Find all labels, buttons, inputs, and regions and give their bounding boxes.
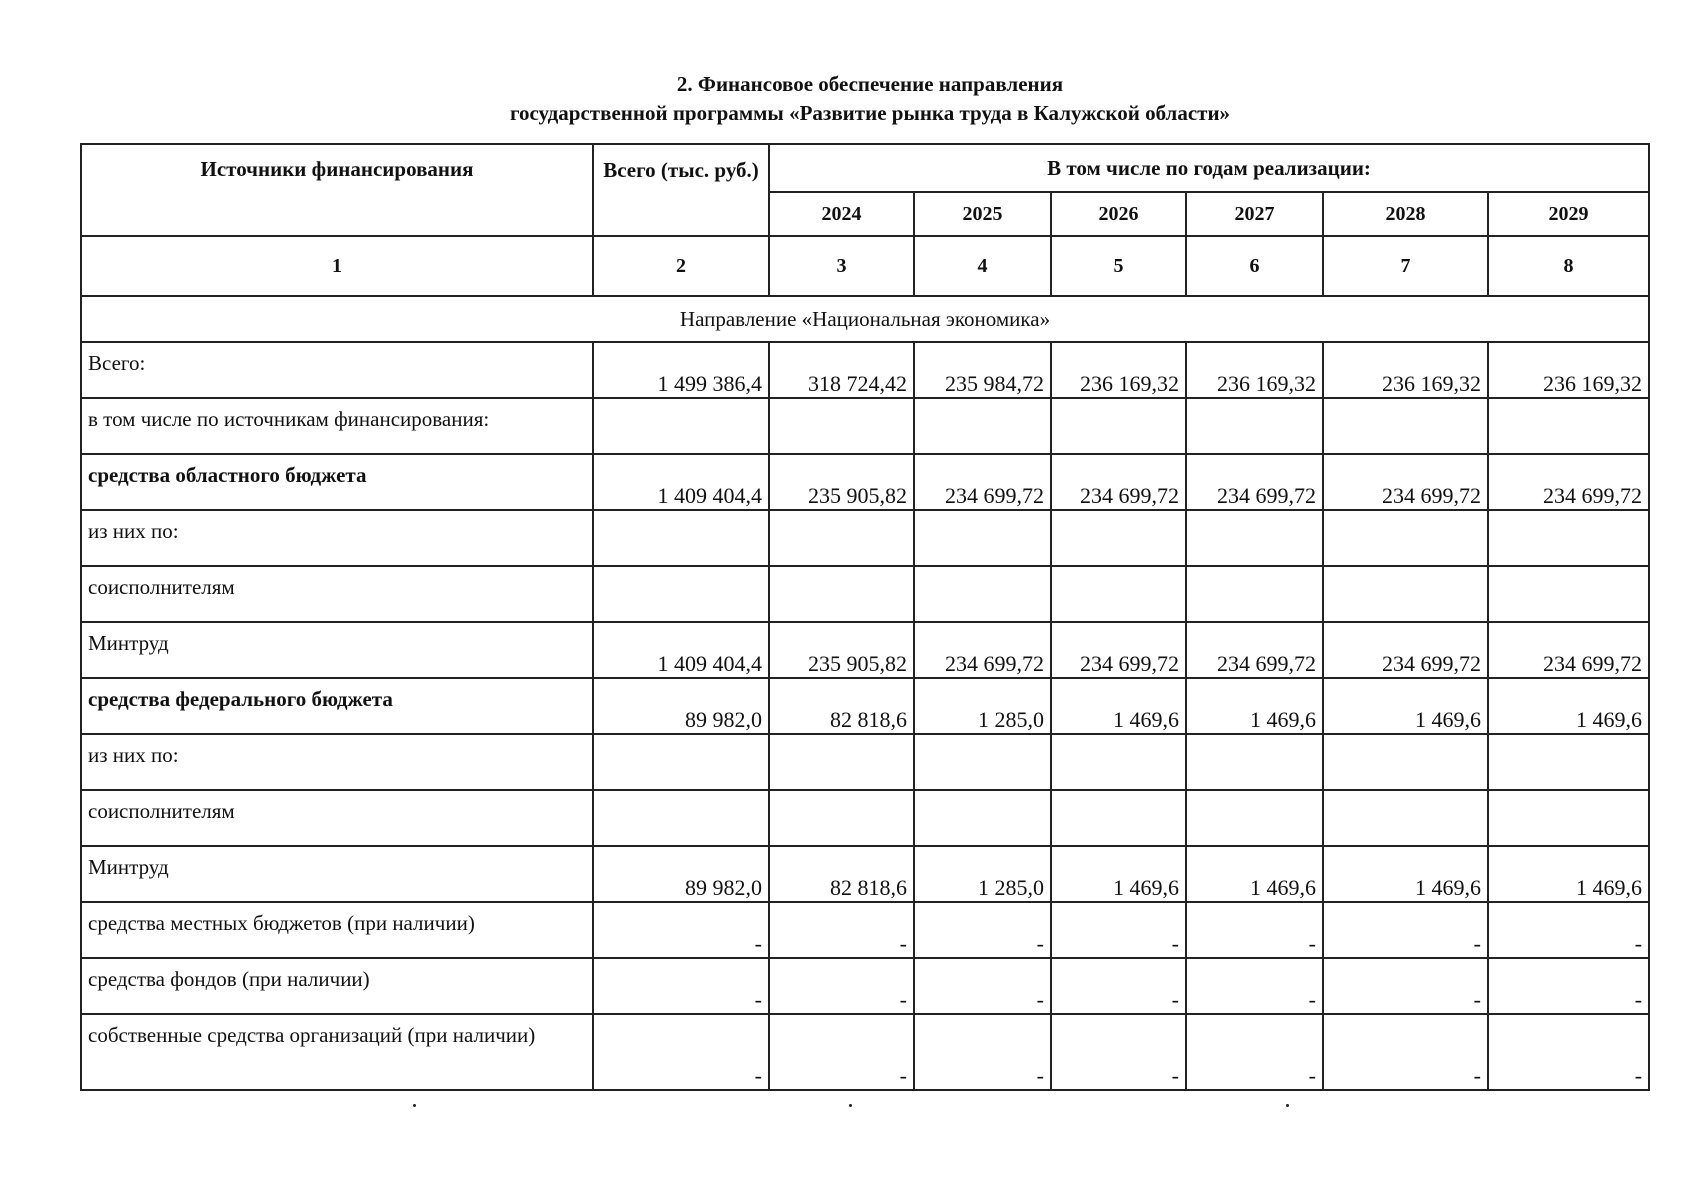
row-value: 1 469,6: [1186, 846, 1323, 902]
header-year: 2029: [1488, 192, 1649, 236]
row-value: [914, 510, 1051, 566]
row-label: соисполнителям: [81, 566, 593, 622]
row-value: -: [914, 902, 1051, 958]
row-value: [1051, 510, 1186, 566]
row-value: 234 699,72: [1051, 454, 1186, 510]
row-value: [1051, 734, 1186, 790]
row-value: [769, 398, 914, 454]
row-value: -: [593, 1014, 769, 1090]
row-label: соисполнителям: [81, 790, 593, 846]
row-value: [1488, 790, 1649, 846]
row-value: -: [1186, 1014, 1323, 1090]
section-row: [81, 296, 1649, 342]
column-number: 4: [914, 236, 1051, 296]
row-value: [769, 790, 914, 846]
row-value: 1 409 404,4: [593, 454, 769, 510]
title-line-2: государственной программы «Развитие рынка труда в Калужской области»: [509, 101, 1231, 125]
row-value: [769, 510, 914, 566]
row-value: -: [1051, 958, 1186, 1014]
row-value: 82 818,6: [769, 678, 914, 734]
row-value: [1323, 734, 1488, 790]
column-number: 2: [593, 236, 769, 296]
row-label: средства областного бюджета: [81, 454, 593, 510]
scan-dot: [1286, 1104, 1289, 1107]
row-value: [1488, 510, 1649, 566]
row-value: [1323, 510, 1488, 566]
row-value: [914, 790, 1051, 846]
row-value: [914, 734, 1051, 790]
header-year: 2024: [769, 192, 914, 236]
financing-table: [80, 143, 1650, 1091]
row-value: -: [593, 958, 769, 1014]
row-value: -: [914, 1014, 1051, 1090]
row-value: 234 699,72: [914, 622, 1051, 678]
table-row: [81, 510, 1649, 566]
scan-dot: [413, 1104, 416, 1107]
row-value: [1488, 566, 1649, 622]
row-value: 1 469,6: [1323, 678, 1488, 734]
row-value: [1488, 398, 1649, 454]
row-value: -: [1186, 902, 1323, 958]
row-value: -: [1323, 902, 1488, 958]
row-value: -: [1323, 1014, 1488, 1090]
table-row: [81, 1014, 1649, 1090]
table-row: [81, 398, 1649, 454]
row-value: -: [1051, 902, 1186, 958]
row-value: 234 699,72: [1186, 454, 1323, 510]
row-value: -: [1488, 1014, 1649, 1090]
row-label: средства фондов (при наличии): [81, 958, 593, 1014]
row-value: 1 469,6: [1051, 678, 1186, 734]
row-value: -: [1488, 902, 1649, 958]
row-value: [1051, 398, 1186, 454]
column-number: 6: [1186, 236, 1323, 296]
row-value: 235 905,82: [769, 622, 914, 678]
row-label: Минтруд: [81, 622, 593, 678]
table-row: [81, 678, 1649, 734]
row-value: -: [769, 1014, 914, 1090]
header-total: Всего (тыс. руб.): [593, 144, 769, 236]
row-value: -: [1323, 958, 1488, 1014]
row-value: 234 699,72: [1488, 454, 1649, 510]
row-value: 89 982,0: [593, 846, 769, 902]
column-number-row: [81, 236, 1649, 296]
row-value: 236 169,32: [1051, 342, 1186, 398]
row-value: [593, 566, 769, 622]
row-value: [593, 734, 769, 790]
table-row: [81, 958, 1649, 1014]
row-value: -: [914, 958, 1051, 1014]
row-value: [1051, 790, 1186, 846]
row-value: 235 984,72: [914, 342, 1051, 398]
row-value: 318 724,42: [769, 342, 914, 398]
row-value: -: [593, 902, 769, 958]
row-label: средства местных бюджетов (при наличии): [81, 902, 593, 958]
header-sources: Источники финансирования: [81, 144, 593, 236]
table-row: [81, 342, 1649, 398]
row-value: 234 699,72: [914, 454, 1051, 510]
row-value: 1 469,6: [1186, 678, 1323, 734]
row-value: 236 169,32: [1186, 342, 1323, 398]
title-line-1: 2. Финансовое обеспечение направления: [676, 72, 1064, 96]
row-value: 236 169,32: [1323, 342, 1488, 398]
row-value: 1 285,0: [914, 678, 1051, 734]
header-year: 2026: [1051, 192, 1186, 236]
row-value: 234 699,72: [1488, 622, 1649, 678]
row-value: -: [1488, 958, 1649, 1014]
column-number: 7: [1323, 236, 1488, 296]
table-row: [81, 790, 1649, 846]
row-value: 234 699,72: [1186, 622, 1323, 678]
row-value: 235 905,82: [769, 454, 914, 510]
row-label: Минтруд: [81, 846, 593, 902]
row-label: Всего:: [81, 342, 593, 398]
row-value: 1 469,6: [1323, 846, 1488, 902]
row-value: [914, 398, 1051, 454]
row-value: 1 409 404,4: [593, 622, 769, 678]
column-number: 5: [1051, 236, 1186, 296]
table-row: [81, 846, 1649, 902]
table-row: [81, 902, 1649, 958]
header-year: 2028: [1323, 192, 1488, 236]
header-by-years: В том числе по годам реализации:: [769, 144, 1649, 192]
table-row: [81, 622, 1649, 678]
row-value: -: [1186, 958, 1323, 1014]
row-value: [914, 566, 1051, 622]
row-label: из них по:: [81, 510, 593, 566]
header-year: 2025: [914, 192, 1051, 236]
row-value: [1186, 510, 1323, 566]
row-label: в том числе по источникам финансирования:: [81, 398, 593, 454]
table-row: [81, 734, 1649, 790]
row-value: 82 818,6: [769, 846, 914, 902]
table-row: [81, 454, 1649, 510]
row-value: [1186, 566, 1323, 622]
row-value: [1051, 566, 1186, 622]
row-value: [593, 790, 769, 846]
row-value: [1186, 734, 1323, 790]
table-row: [81, 566, 1649, 622]
row-value: 234 699,72: [1323, 622, 1488, 678]
row-value: [1488, 734, 1649, 790]
row-value: [1186, 790, 1323, 846]
row-value: 236 169,32: [1488, 342, 1649, 398]
row-value: 1 469,6: [1051, 846, 1186, 902]
row-label: средства федерального бюджета: [81, 678, 593, 734]
section-title: Направление «Национальная экономика»: [81, 296, 1649, 342]
row-value: 1 469,6: [1488, 846, 1649, 902]
row-value: [1323, 398, 1488, 454]
row-value: 1 469,6: [1488, 678, 1649, 734]
row-value: 234 699,72: [1323, 454, 1488, 510]
row-value: [1186, 398, 1323, 454]
row-label: собственные средства организаций (при наличии): [81, 1014, 593, 1090]
row-value: [1323, 566, 1488, 622]
row-value: -: [769, 958, 914, 1014]
row-value: [769, 734, 914, 790]
column-number: 1: [81, 236, 593, 296]
row-value: 1 285,0: [914, 846, 1051, 902]
header-year: 2027: [1186, 192, 1323, 236]
row-value: 89 982,0: [593, 678, 769, 734]
row-value: 1 499 386,4: [593, 342, 769, 398]
row-value: [769, 566, 914, 622]
row-value: -: [1051, 1014, 1186, 1090]
column-number: 8: [1488, 236, 1649, 296]
row-value: [1323, 790, 1488, 846]
document-title: [0, 70, 1697, 128]
row-value: [593, 510, 769, 566]
row-value: 234 699,72: [1051, 622, 1186, 678]
row-label: из них по:: [81, 734, 593, 790]
row-value: -: [769, 902, 914, 958]
row-value: [593, 398, 769, 454]
column-number: 3: [769, 236, 914, 296]
scan-dot: [849, 1104, 852, 1107]
